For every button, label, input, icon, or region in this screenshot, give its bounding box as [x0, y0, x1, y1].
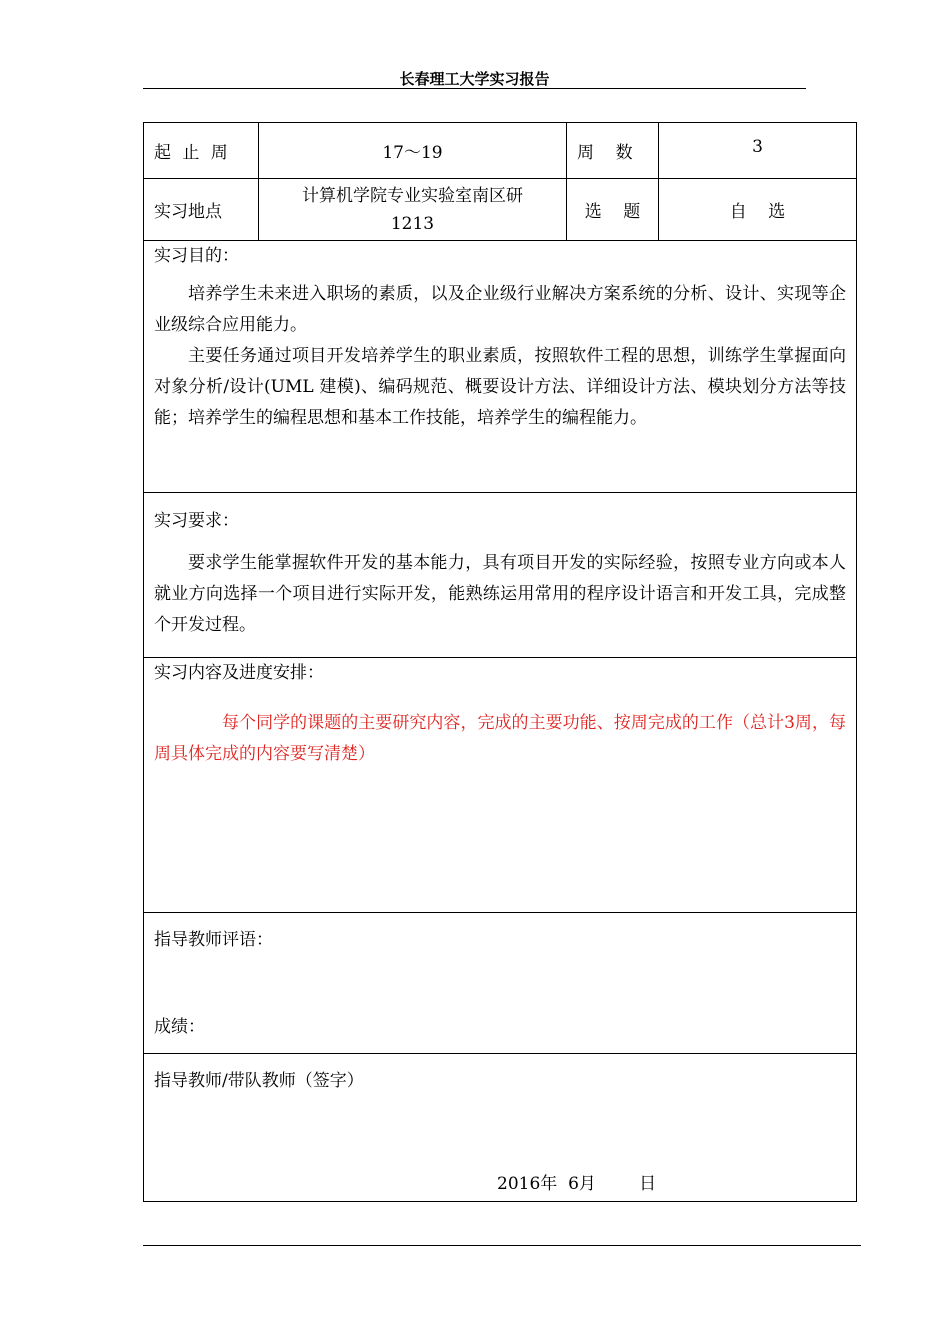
purpose-paragraph-2: 主要任务通过项目开发培养学生的职业素质，按照软件工程的思想，训练学生掌握面向对象分析/设计(UML 建模)、编码规范、概要设计方法、详细设计方法、模块划分方法等技能；培养学生的编程思想和基本工作技能，培养学生的编程能力。 [154, 346, 846, 428]
signature-label: 指导教师/带队教师（签字） [154, 1071, 364, 1091]
requirements-label: 实习要求： [154, 511, 239, 531]
signature-date: 2016年 6月 日 [497, 1174, 657, 1194]
weeks-label: 周 数 [577, 143, 633, 163]
weeks-value: 3 [752, 137, 763, 157]
purpose-label: 实习目的： [154, 246, 239, 266]
content-instruction: 每个同学的课题的主要研究内容，完成的主要功能、按周完成的工作（总计3周，每周具体完成的内容要写清楚） [154, 713, 846, 764]
topic-value: 自 选 [729, 202, 786, 222]
topic-label: 选 题 [584, 202, 641, 222]
location-value-cell [258, 178, 567, 241]
weeks-label-cell [566, 122, 659, 179]
period-value-cell [258, 122, 567, 179]
location-label: 实习地点 [154, 202, 222, 222]
period-label-cell [143, 122, 259, 179]
location-value-line2: 1213 [390, 213, 435, 234]
content-section [143, 657, 857, 913]
header-rule [143, 88, 806, 89]
location-value-line1: 计算机学院专业实验室南区研 [302, 185, 523, 206]
period-value: 17～19 [382, 143, 443, 163]
topic-label-cell [566, 178, 659, 241]
report-title: 长春理工大学实习报告 [399, 70, 550, 88]
purpose-paragraph-1: 培养学生未来进入职场的素质，以及企业级行业解决方案系统的分析、设计、实现等企业级综合应用能力。 [154, 284, 846, 335]
requirements-section [143, 492, 857, 658]
period-label: 起 止 周 [154, 143, 231, 163]
purpose-section [143, 240, 857, 493]
comments-section [143, 912, 857, 1054]
comments-label: 指导教师评语： [154, 930, 273, 950]
weeks-value-cell [658, 122, 857, 179]
grade-label: 成绩： [154, 1017, 205, 1037]
topic-value-cell [658, 178, 857, 241]
footer-rule [143, 1245, 861, 1246]
signature-section [143, 1053, 857, 1202]
location-label-cell [143, 178, 259, 241]
requirements-paragraph: 要求学生能掌握软件开发的基本能力，具有项目开发的实际经验，按照专业方向或本人就业方向选择一个项目进行实际开发，能熟练运用常用的程序设计语言和开发工具，完成整个开发过程。 [154, 553, 846, 635]
content-label: 实习内容及进度安排： [154, 663, 324, 683]
